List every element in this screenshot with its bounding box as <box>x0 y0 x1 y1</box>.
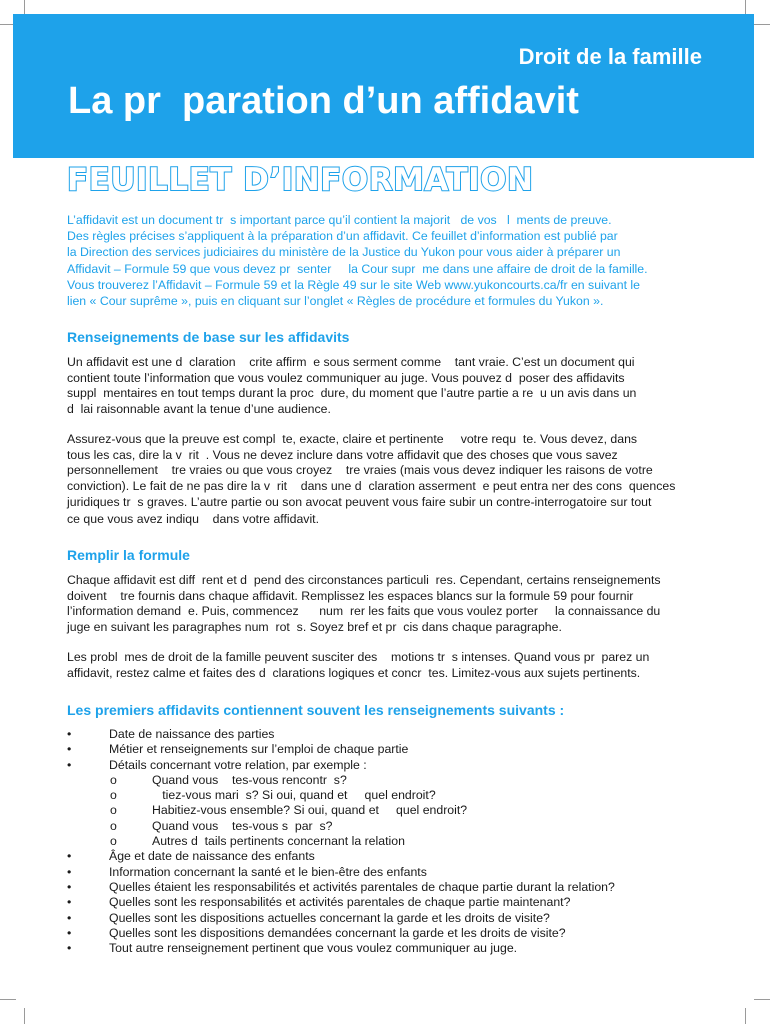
crop-mark <box>0 999 16 1000</box>
list-item-text: Quand vous tes-vous rencontr s? <box>152 772 347 787</box>
section-paragraph <box>67 432 717 527</box>
header-banner <box>13 14 754 158</box>
list-item-text: Âge et date de naissance des enfants <box>109 849 315 864</box>
paragraph-line: Assurez-vous que la preuve est compl te, exacte, claire et pertinente votre requ te. Vous devez, dans <box>67 432 638 446</box>
section-heading: Renseignements de base sur les affidavits <box>67 329 350 345</box>
bullet-marker: • <box>67 864 72 879</box>
paragraph-line: juridiques tr s graves. L’autre partie ou son avocat peuvent vous faire subir un contre-interrogatoire sur tout <box>67 494 652 509</box>
section-paragraph <box>67 355 717 418</box>
paragraph-line: l’information demand e. Puis, commencez num rer les faits que vous voulez porter la connaissance du <box>67 604 661 619</box>
sub-bullet-marker: o <box>110 803 117 818</box>
sheet-title: FEUILLET D’INFORMATION <box>67 162 534 198</box>
list-item-text: Quelles sont les dispositions demandées concernant la garde et les droits de visite? <box>109 925 566 940</box>
bullet-marker: • <box>67 727 72 741</box>
list-item-text: Quelles sont les dispositions actuelles concernant la garde et les droits de visite? <box>109 910 550 925</box>
paragraph-line: conviction). Le fait de ne pas dire la v rit dans une d claration asserment e peut entra ner des cons quences <box>67 479 676 494</box>
paragraph-line: d lai raisonnable avant la tenue d’une audience. <box>67 402 331 417</box>
intro-line: Affidavit – Formule 59 que vous devez pr senter la Cour supr me dans une affaire de droit de la famille. <box>67 261 648 276</box>
crop-mark <box>745 1008 746 1024</box>
list-item-text: Autres d tails pertinents concernant la relation <box>152 834 405 849</box>
section-heading: Remplir la formule <box>67 547 190 563</box>
sub-list-item <box>0 803 770 818</box>
intro-line: L’affidavit est un document tr s important parce qu’il contient la majorit de vos l ments de preuve. <box>67 213 612 227</box>
header-supertitle: Droit de la famille <box>518 44 702 69</box>
intro-line: la Direction des services judiciaires du ministère de la Justice du Yukon pour vous aider à préparer un <box>67 245 621 260</box>
list-item <box>0 865 770 880</box>
list-item <box>0 742 770 757</box>
list-item <box>0 849 770 864</box>
list-item-text: Quelles sont les responsabilités et activités parentales de chaque partie maintenant? <box>109 895 571 910</box>
section-heading: Les premiers affidavits contiennent souvent les renseignements suivants : <box>67 702 565 718</box>
paragraph-line: Un affidavit est une d claration crite affirm e sous serment comme tant vraie. C’est un document qui <box>67 355 635 369</box>
list-item <box>0 880 770 895</box>
list-item-text: tiez-vous mari s? Si oui, quand et quel endroit? <box>152 788 436 803</box>
intro-line: Vous trouverez l’Affidavit – Formule 59 et la Règle 49 sur le site Web www.yukoncourts.ca/fr en suivant le <box>67 277 640 292</box>
crop-mark <box>754 24 770 25</box>
bullet-marker: • <box>67 925 72 940</box>
sub-bullet-marker: o <box>110 834 117 849</box>
paragraph-line: Chaque affidavit est diff rent et d pend des circonstances particuli res. Cependant, certains renseignements <box>67 573 661 587</box>
paragraph-line: affidavit, restez calme et faites des d clarations logiques et concr tes. Limitez-vous aux sujets pertinents. <box>67 665 641 680</box>
list-item-text: Date de naissance des parties <box>109 727 275 741</box>
paragraph-line: Les probl mes de droit de la famille peuvent susciter des motions tr s intenses. Quand vous pr parez un <box>67 650 650 664</box>
list-item-text: Quelles étaient les responsabilités et activités parentales de chaque partie durant la relation? <box>109 879 615 894</box>
list-item-text: Détails concernant votre relation, par exemple : <box>109 757 367 772</box>
list-item-text: Information concernant la santé et le bien-être des enfants <box>109 864 427 879</box>
list-item-text: Métier et renseignements sur l’emploi de chaque partie <box>109 742 409 757</box>
list-item <box>0 926 770 941</box>
list-item-text: Habitiez-vous ensemble? Si oui, quand et quel endroit? <box>152 803 468 818</box>
section-paragraph <box>67 650 717 681</box>
section-paragraph <box>67 573 717 636</box>
list-item-text: Tout autre renseignement pertinent que vous voulez communiquer au juge. <box>109 941 518 956</box>
paragraph-line: personnellement tre vraies ou que vous croyez tre vraies (mais vous devez indiquer les raisons de votre <box>67 463 653 478</box>
sub-list-item <box>0 834 770 849</box>
sub-list-item <box>0 788 770 803</box>
paragraph-line: doivent tre fournis dans chaque affidavit. Remplissez les espaces blancs sur la formule 59 pour fournir <box>67 588 634 603</box>
paragraph-line: tous les cas, dire la v rit . Vous ne devez inclure dans votre affidavit que des choses que vous savez <box>67 447 618 462</box>
page-title: La pr paration d’un affidavit <box>68 80 579 122</box>
bullet-marker: • <box>67 849 72 864</box>
sub-list-item <box>0 773 770 788</box>
paragraph-line: juge en suivant les paragraphes num rot s. Soyez bref et pr cis dans chaque paragraphe. <box>67 620 562 635</box>
intro-paragraph <box>67 212 717 309</box>
list-item <box>0 758 770 773</box>
crop-mark <box>24 1008 25 1024</box>
list-item <box>0 911 770 926</box>
info-list <box>0 727 770 956</box>
paragraph-line: contient toute l’information que vous voulez communiquer au juge. Vous pouvez d poser des affidavits <box>67 370 625 385</box>
bullet-marker: • <box>67 757 72 772</box>
bullet-marker: • <box>67 879 72 894</box>
list-item <box>0 941 770 956</box>
bullet-marker: • <box>67 895 72 910</box>
sub-bullet-marker: o <box>110 772 117 787</box>
paragraph-line: suppl mentaires en tout temps durant la proc dure, du moment que l’autre partie a re u un avis dans un <box>67 386 637 401</box>
sub-bullet-marker: o <box>110 818 117 833</box>
list-item <box>0 895 770 910</box>
paragraph-line: ce que vous avez indiqu dans votre affidavit. <box>67 511 320 526</box>
bullet-marker: • <box>67 742 72 757</box>
list-item-text: Quand vous tes-vous s par s? <box>152 818 333 833</box>
bullet-marker: • <box>67 910 72 925</box>
crop-mark <box>754 999 770 1000</box>
list-item <box>0 727 770 742</box>
sub-list-item <box>0 819 770 834</box>
intro-line: Des règles précises s’appliquent à la préparation d’un affidavit. Ce feuillet d’information est publié par <box>67 229 618 244</box>
sub-bullet-marker: o <box>110 788 117 803</box>
intro-line: lien « Cour suprême », puis en cliquant sur l’onglet « Règles de procédure et formules du Yukon ». <box>67 294 604 309</box>
bullet-marker: • <box>67 941 72 956</box>
